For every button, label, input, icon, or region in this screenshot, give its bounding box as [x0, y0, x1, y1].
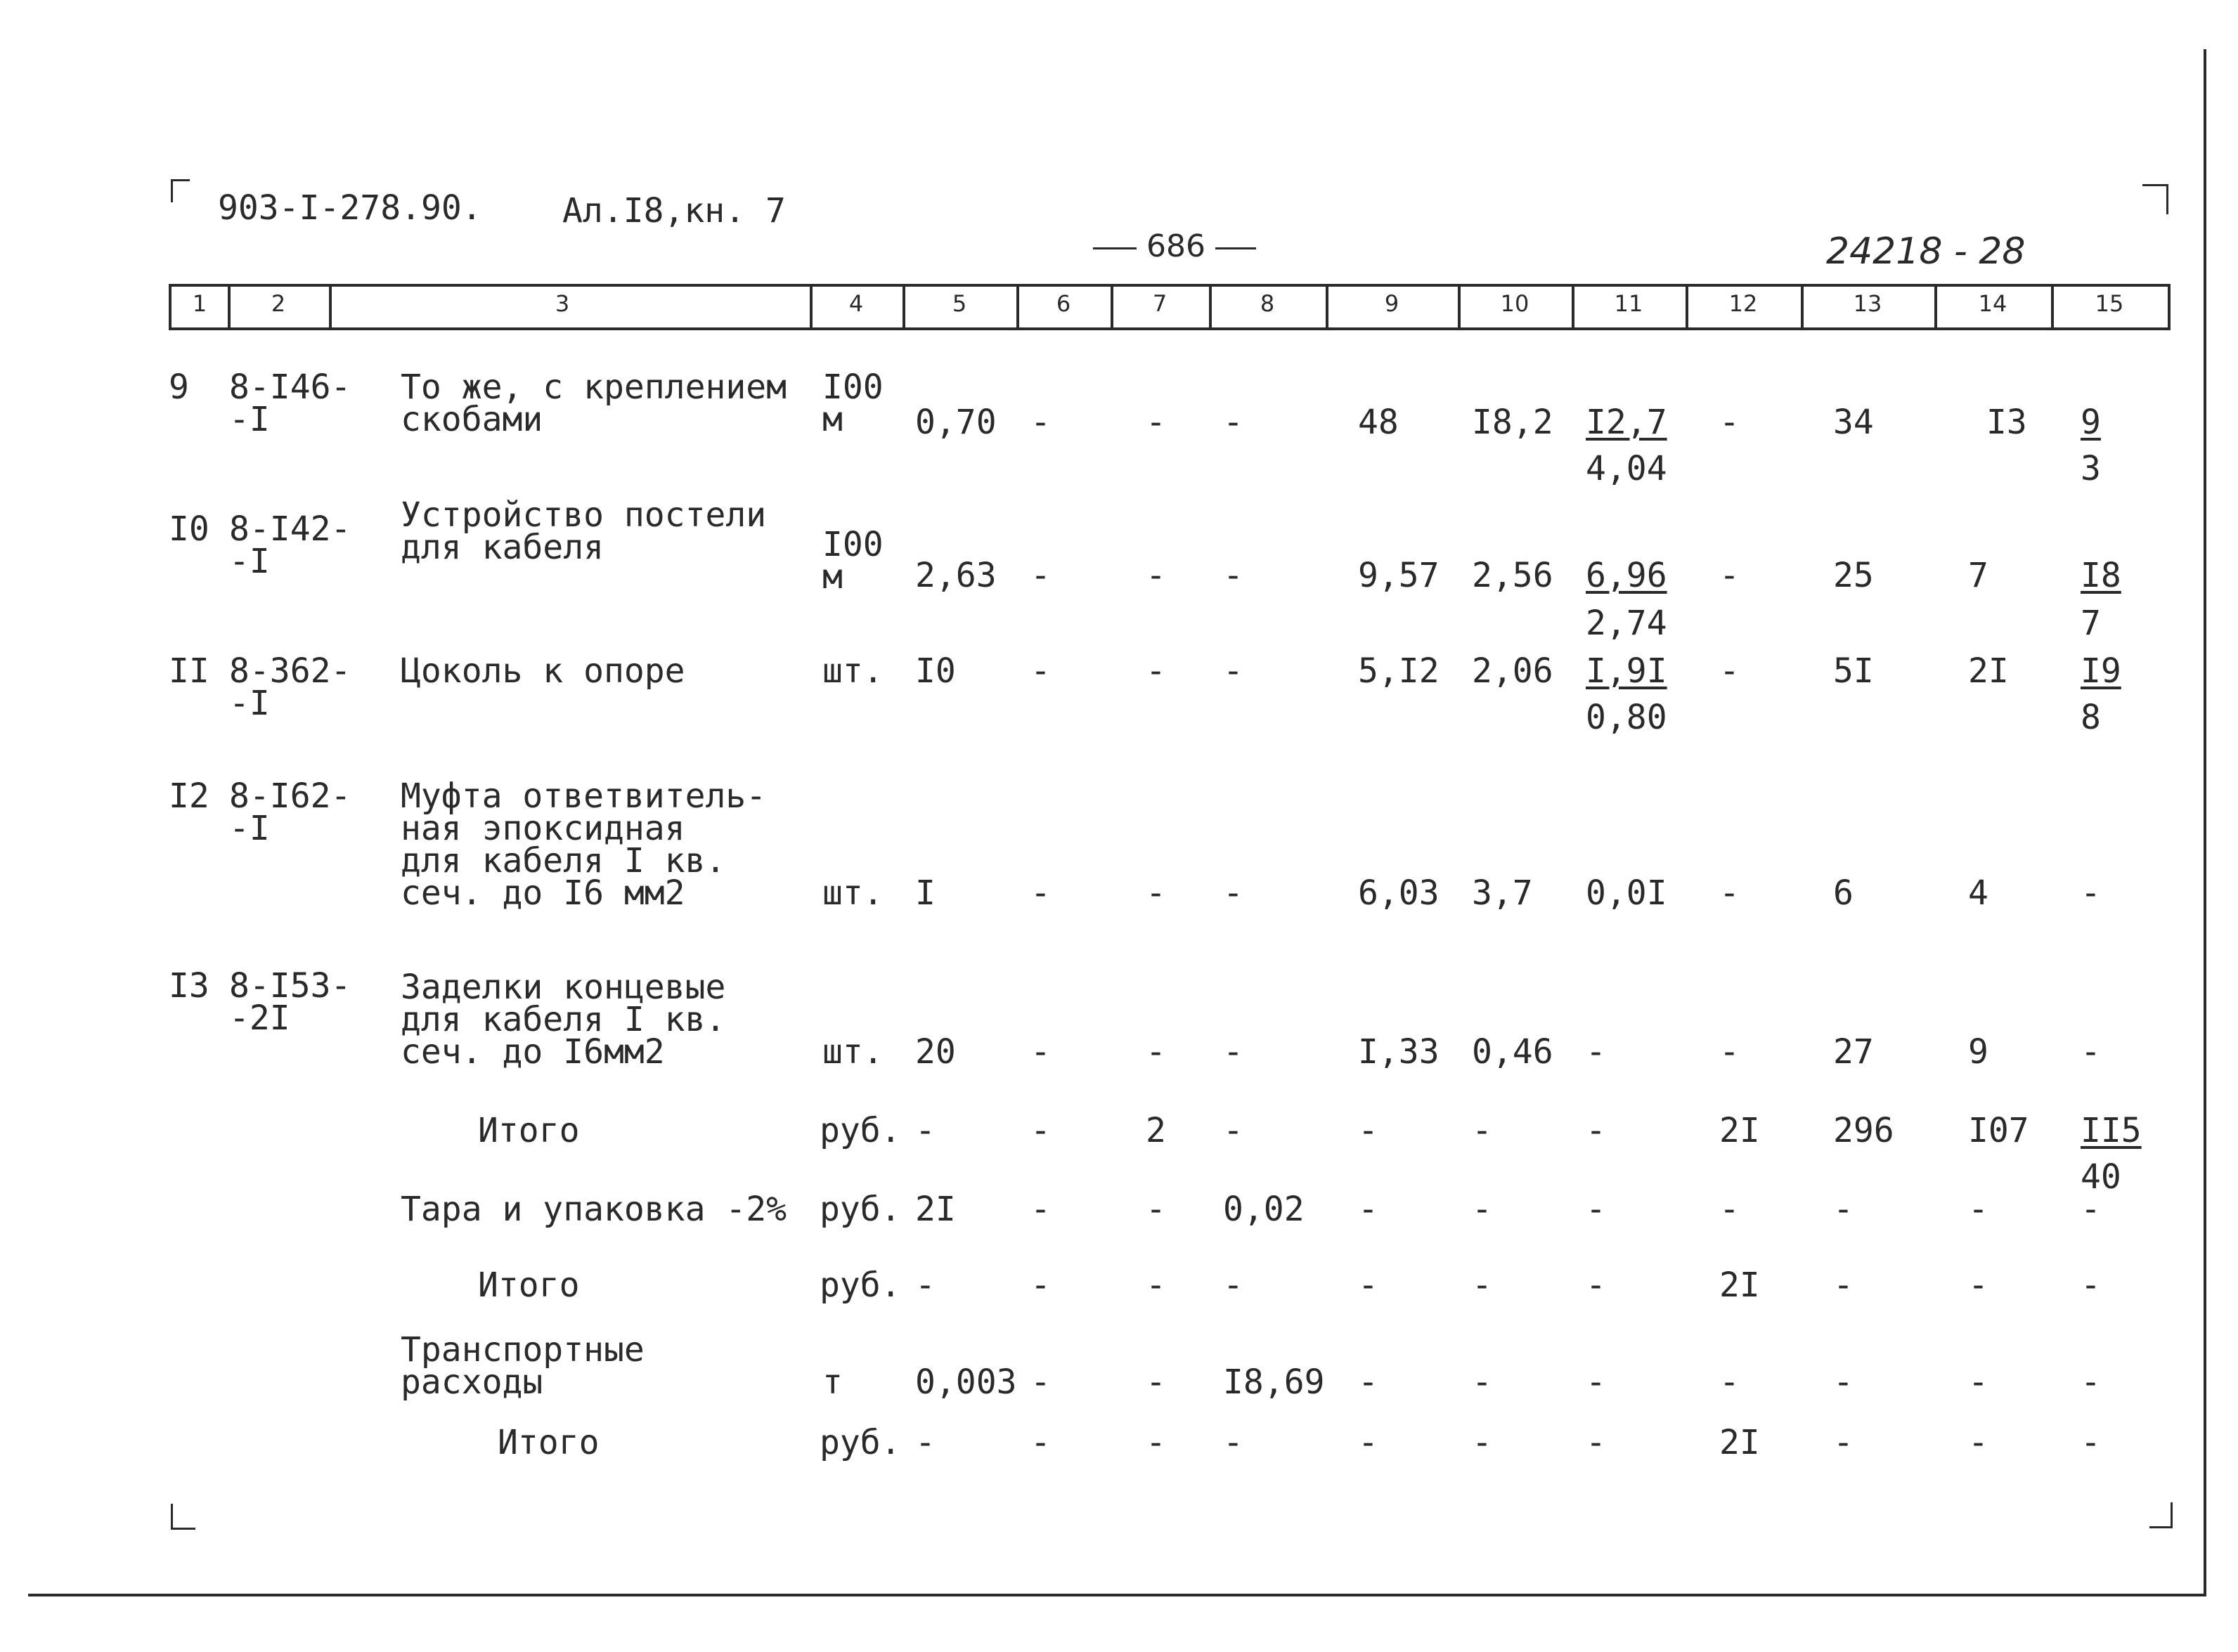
summary-label: Итого [478, 1111, 580, 1150]
row-col6: - [1030, 403, 1051, 442]
row-col11: - [1586, 1032, 1606, 1072]
summary-col7: - [1146, 1362, 1166, 1402]
summary-col14: - [1968, 1362, 1988, 1402]
column-number-3: 3 [555, 290, 570, 317]
row-code: 8-I53- -2I [229, 966, 351, 1038]
row-col13: 27 [1833, 1032, 1874, 1072]
row-description: Муфта ответвитель- ная эпоксидная для кабеля I кв. сеч. до I6 мм2 [401, 776, 767, 913]
row-number: I0 [169, 509, 209, 549]
summary-col10: - [1472, 1190, 1492, 1229]
row-col15-sub: 8 [2081, 698, 2101, 737]
summary-col8: 0,02 [1223, 1190, 1305, 1229]
summary-col11: - [1586, 1111, 1606, 1150]
row-col5: I [915, 873, 936, 913]
row-unit: шт. [822, 651, 884, 691]
row-code: 8-362- -I [229, 651, 351, 723]
row-code: 8-I42- -I [229, 509, 351, 581]
summary-col15: II5 [2081, 1111, 2142, 1150]
summary-col8: I8,69 [1223, 1362, 1325, 1402]
summary-col15: - [2081, 1266, 2101, 1305]
row-col12: - [1719, 556, 1740, 595]
summary-col13: - [1833, 1423, 1854, 1462]
summary-col12: 2I [1719, 1266, 1760, 1305]
page-frame-bottom [28, 1594, 2206, 1596]
row-number: I3 [169, 966, 209, 1006]
row-col14: 4 [1968, 873, 1988, 913]
row-col5: 20 [915, 1032, 956, 1072]
row-col6: - [1030, 556, 1051, 595]
row-col10: 0,46 [1472, 1032, 1553, 1072]
column-number-9: 9 [1384, 290, 1399, 317]
row-col14: 9 [1968, 1032, 1988, 1072]
row-col6: - [1030, 1032, 1051, 1072]
summary-col10: - [1472, 1111, 1492, 1150]
summary-col9: - [1358, 1362, 1378, 1402]
row-col9: 9,57 [1358, 556, 1440, 595]
summary-label: Тара и упаковка -2% [401, 1190, 787, 1229]
column-number-10: 10 [1500, 290, 1529, 317]
row-col11: 6,96 [1586, 556, 1667, 595]
column-number-4: 4 [848, 290, 864, 317]
row-col10: 2,06 [1472, 651, 1553, 691]
summary-col6: - [1030, 1423, 1051, 1462]
summary-col8: - [1223, 1423, 1243, 1462]
row-col8: - [1223, 651, 1243, 691]
summary-col9: - [1358, 1266, 1378, 1305]
row-col5: 2,63 [915, 556, 997, 595]
row-col15: - [2081, 1032, 2101, 1072]
summary-unit: руб. [820, 1111, 901, 1150]
row-col9: 48 [1358, 403, 1399, 442]
row-col9: I,33 [1358, 1032, 1440, 1072]
summary-col14: - [1968, 1190, 1988, 1229]
row-col7: - [1146, 873, 1166, 913]
summary-col7: - [1146, 1423, 1166, 1462]
row-unit: шт. [822, 1032, 884, 1072]
column-number-13: 13 [1853, 290, 1882, 317]
row-col8: - [1223, 556, 1243, 595]
corner-mark-top-left [171, 179, 190, 202]
summary-col13: - [1833, 1362, 1854, 1402]
row-col14: 2I [1968, 651, 2009, 691]
row-col12: - [1719, 651, 1740, 691]
row-col10: 2,56 [1472, 556, 1553, 595]
row-col13: 25 [1833, 556, 1874, 595]
row-col14: 7 [1968, 556, 1988, 595]
summary-unit: руб. [820, 1423, 901, 1462]
row-col10: I8,2 [1472, 403, 1553, 442]
row-unit: I00 м [822, 368, 884, 439]
summary-col15: - [2081, 1362, 2101, 1402]
summary-col9: - [1358, 1111, 1378, 1150]
summary-col6: - [1030, 1266, 1051, 1305]
summary-unit: руб. [820, 1266, 901, 1305]
summary-col14: - [1968, 1423, 1988, 1462]
summary-col5: - [915, 1423, 936, 1462]
summary-col11: - [1586, 1190, 1606, 1229]
row-col12: - [1719, 403, 1740, 442]
summary-col11: - [1586, 1266, 1606, 1305]
row-description: Устройство постели для кабеля [401, 495, 767, 567]
row-col15: 9 [2081, 403, 2101, 442]
summary-col11: - [1586, 1423, 1606, 1462]
summary-col5: - [915, 1111, 936, 1150]
row-col11-sub: 0,80 [1586, 698, 1667, 737]
column-number-2: 2 [271, 290, 286, 317]
column-number-12: 12 [1728, 290, 1758, 317]
row-col11: 0,0I [1586, 873, 1667, 913]
summary-unit: т [822, 1362, 843, 1402]
corner-mark-bottom-right [2149, 1502, 2173, 1528]
row-col13: 34 [1833, 403, 1874, 442]
column-number-5: 5 [952, 290, 967, 317]
column-number-8: 8 [1260, 290, 1275, 317]
row-col6: - [1030, 651, 1051, 691]
summary-col11: - [1586, 1362, 1606, 1402]
row-col6: - [1030, 873, 1051, 913]
summary-col5: 2I [915, 1190, 956, 1229]
summary-col15-sub: 40 [2081, 1157, 2121, 1197]
column-number-14: 14 [1978, 290, 2007, 317]
row-col5: I0 [915, 651, 956, 691]
row-col15: I8 [2081, 556, 2121, 595]
summary-col12: - [1719, 1362, 1740, 1402]
row-code: 8-I46- -I [229, 368, 351, 439]
summary-col13: - [1833, 1266, 1854, 1305]
row-col10: 3,7 [1472, 873, 1533, 913]
row-description: Заделки концевые для кабеля I кв. сеч. до I6мм2 [401, 968, 726, 1072]
row-col11: I2,7 [1586, 403, 1667, 442]
page-number-block [1093, 228, 1256, 264]
column-number-6: 6 [1056, 290, 1071, 317]
summary-col10: - [1472, 1423, 1492, 1462]
summary-col7: - [1146, 1190, 1166, 1229]
summary-col7: - [1146, 1266, 1166, 1305]
summary-col15: - [2081, 1423, 2101, 1462]
summary-col6: - [1030, 1190, 1051, 1229]
row-col5: 0,70 [915, 403, 997, 442]
row-description: Цоколь к опоре [401, 651, 685, 691]
column-number-15: 15 [2095, 290, 2124, 317]
summary-col9: - [1358, 1190, 1378, 1229]
row-code: 8-I62- -I [229, 776, 351, 848]
summary-col5: - [915, 1266, 936, 1305]
summary-col15: - [2081, 1190, 2101, 1229]
row-col7: - [1146, 651, 1166, 691]
summary-col7: 2 [1146, 1111, 1166, 1150]
summary-col14: I07 [1968, 1111, 2029, 1150]
row-col9: 6,03 [1358, 873, 1440, 913]
column-number-7: 7 [1152, 290, 1167, 317]
summary-col12: 2I [1719, 1423, 1760, 1462]
summary-col13: - [1833, 1190, 1854, 1229]
corner-mark-top-right [2142, 184, 2168, 214]
row-col7: - [1146, 403, 1166, 442]
summary-col6: - [1030, 1362, 1051, 1402]
row-description: То же, с креплением скобами [401, 368, 787, 439]
row-col12: - [1719, 873, 1740, 913]
handwritten-code: 24218 - 28 [1826, 230, 2026, 273]
row-col15-sub: 7 [2081, 604, 2101, 643]
summary-col5: 0,003 [915, 1362, 1017, 1402]
row-col11: I,9I [1586, 651, 1667, 691]
summary-col10: - [1472, 1266, 1492, 1305]
row-col13: 5I [1833, 651, 1874, 691]
row-col8: - [1223, 873, 1243, 913]
summary-col8: - [1223, 1266, 1243, 1305]
row-unit: I00 м [822, 525, 884, 597]
summary-col9: - [1358, 1423, 1378, 1462]
album-reference: Ал.I8,кн. 7 [562, 191, 786, 230]
summary-col14: - [1968, 1266, 1988, 1305]
page-number: 686 [1146, 228, 1205, 264]
summary-col13: 296 [1833, 1111, 1894, 1150]
row-col15: - [2081, 873, 2101, 913]
row-number: I2 [169, 776, 209, 816]
summary-col12: - [1719, 1190, 1740, 1229]
row-col7: - [1146, 1032, 1166, 1072]
summary-label: Итого [498, 1423, 600, 1462]
row-col15: I9 [2081, 651, 2121, 691]
row-col15-sub: 3 [2081, 449, 2101, 488]
column-number-11: 11 [1614, 290, 1643, 317]
summary-col6: - [1030, 1111, 1051, 1150]
row-col9: 5,I2 [1358, 651, 1440, 691]
summary-unit: руб. [820, 1190, 901, 1229]
summary-col12: 2I [1719, 1111, 1760, 1150]
row-col14: I3 [1986, 403, 2027, 442]
summary-label: Транспортные расходы [401, 1330, 645, 1402]
row-col12: - [1719, 1032, 1740, 1072]
summary-col10: - [1472, 1362, 1492, 1402]
row-unit: шт. [822, 873, 884, 913]
page-frame-right [2204, 49, 2206, 1595]
row-col11-sub: 4,04 [1586, 449, 1667, 488]
row-col8: - [1223, 403, 1243, 442]
row-col7: - [1146, 556, 1166, 595]
document-code: 903-I-278.90. [218, 188, 482, 228]
column-number-1: 1 [192, 290, 207, 317]
row-number: II [169, 651, 209, 691]
row-number: 9 [169, 368, 189, 407]
summary-col8: - [1223, 1111, 1243, 1150]
summary-label: Итого [478, 1266, 580, 1305]
row-col8: - [1223, 1032, 1243, 1072]
row-col13: 6 [1833, 873, 1854, 913]
row-col11-sub: 2,74 [1586, 604, 1667, 643]
corner-mark-bottom-left [171, 1504, 195, 1530]
